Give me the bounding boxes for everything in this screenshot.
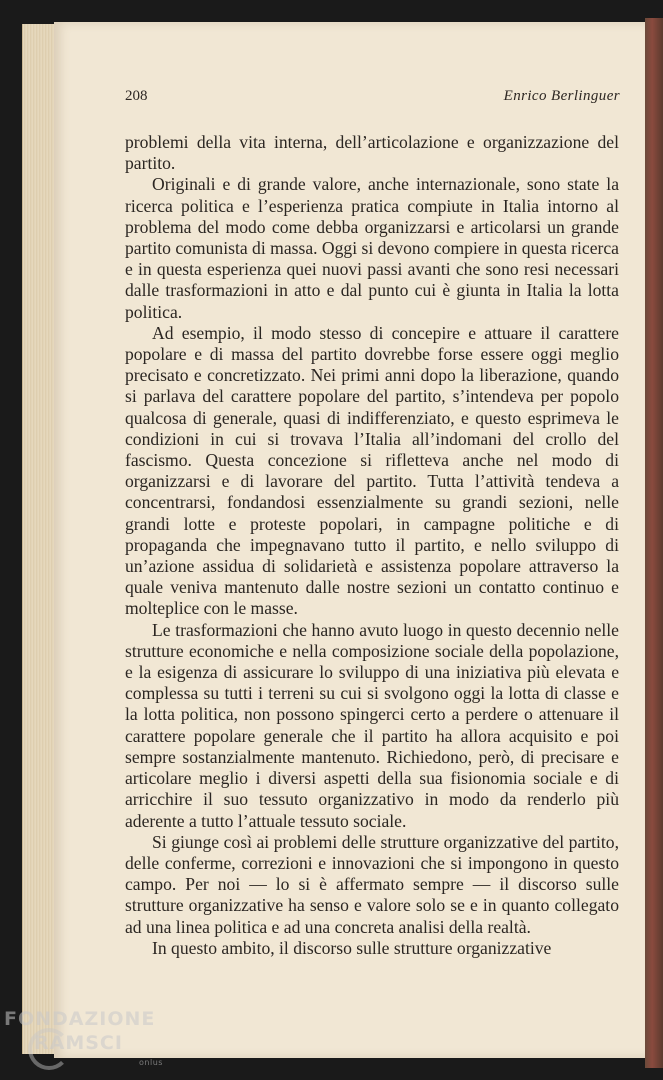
paragraph: problemi della vita interna, dell’articolazione e organizzazione del partito.	[125, 132, 619, 174]
paragraph: Originali e di grande valore, anche internazionale, sono state la ricerca politica e l’esperienza pratica compiute in Italia intorno al problema del modo come debba organizzarsi e articolarsi un grande partito comunista di massa. Oggi si devono compiere in questa ricerca e in questa esperienza quei nuovi passi avanti che sono resi necessari dalle trasformazioni in atto e dal punto cui è giunta in Italia la lotta politica.	[125, 174, 619, 322]
paragraph: Si giunge così ai problemi delle strutture organizzative del partito, delle conferme, correzioni e innovazioni che si impongono in questo campo. Per noi — lo si è affermato sempre — il discorso sulle strutture organizzative ha senso e valore solo se e in quanto collegato ad una linea politica e ad una concreta analisi della realtà.	[125, 831, 619, 937]
paragraph: In questo ambito, il discorso sulle strutture organizzative	[152, 937, 552, 958]
fondazione-gramsci-watermark	[4, 1008, 174, 1068]
page-header	[125, 88, 620, 110]
paragraph: Ad esempio, il modo stesso di concepire e attuare il carattere popolare e di massa del partito dovrebbe forse essere oggi meglio precisato e concretizzato. Nei primi anni dopo la liberazione, quando si parlava del carattere popolare del partito, s’intendeva per popolo qualcosa di generale, quasi di indifferenziato, e questo esprimeva le condizioni in cui si trovava l’Italia all’indomani del crollo del fascismo. Questa concezione si rifletteva anche nel modo di organizzarsi e di lavorare del partito. Tutta l’attività tendeva a concentrarsi, fondandosi essenzialmente su grandi sezioni, nelle grandi lotte e proteste popolari, in campagne politiche e di propaganda che impegnavano tutto il partito, e nello sviluppo di un’azione assidua di solidarietà e assistenza popolare attraverso la quale veniva mantenuto dalle nostre sezioni un contatto continuo e molteplice con le masse.	[125, 322, 619, 619]
book-cover-edge	[645, 18, 663, 1068]
running-head: Enrico Berlinguer	[503, 88, 620, 104]
watermark-line1: FONDAZIONE	[4, 1008, 156, 1030]
paragraph: Le trasformazioni che hanno avuto luogo in questo decennio nelle strutture economiche e nella composizione sociale della popolazione, e la esigenza di assicurare lo sviluppo di una iniziativa più elevata e complessa su tutti i terreni su cui si svolgono oggi la lotta di classe e la lotta politica, non possono spingerci certo a perdere o attenuare il carattere popolare generale che il partito ha allora acquisito e poi sempre sostanzialmente mantenuto. Richiedono, però, di precisare e articolare meglio i diversi aspetti della sua fisionomia sociale e di arricchire il suo tessuto organizzativo in modo da renderlo più aderente a tutto l’attuale tessuto sociale.	[125, 619, 619, 831]
watermark-line2: RAMSCI	[34, 1032, 123, 1054]
body-text	[125, 132, 619, 959]
page-number: 208	[125, 88, 148, 104]
watermark-sub: onlus	[139, 1058, 163, 1067]
